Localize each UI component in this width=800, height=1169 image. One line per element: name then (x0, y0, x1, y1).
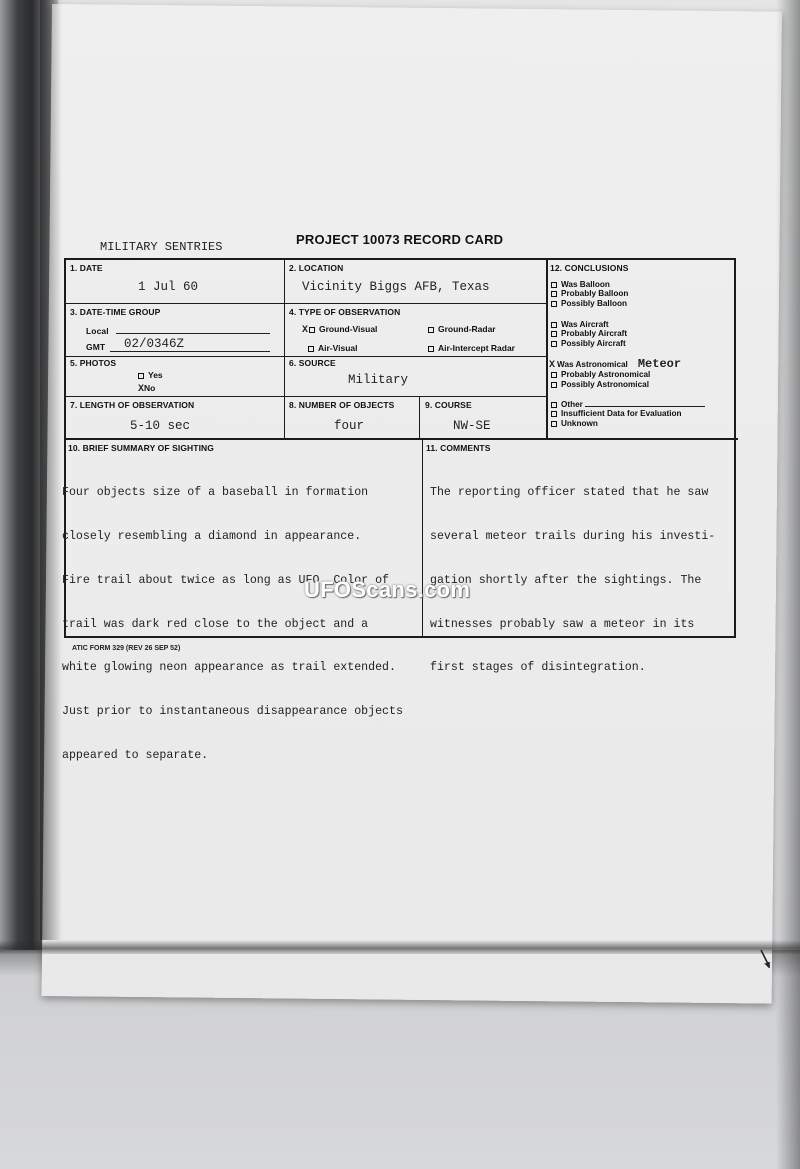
option-ground-visual (302, 324, 377, 336)
source-note: MILITARY SENTRIES (100, 240, 223, 254)
comments-line: gation shortly after the sightings. The (430, 573, 702, 587)
spine-shadow (40, 0, 62, 940)
check-mark: X (549, 360, 556, 371)
option-air-visual (308, 343, 358, 353)
summary-label: 10. BRIEF SUMMARY OF SIGHTING (68, 443, 214, 453)
conclusions-label: 12. CONCLUSIONS (550, 263, 629, 273)
option-label: No (144, 383, 156, 393)
check-mark: X (302, 325, 309, 336)
conclusion-option: Possibly Astronomical (561, 379, 649, 389)
checkbox-icon (308, 346, 314, 352)
option-label: Air-Intercept Radar (438, 343, 515, 353)
conclusion-group-balloon (551, 280, 628, 308)
comments-text (430, 457, 715, 705)
comments-line: first stages of disintegration. (430, 661, 646, 675)
option-label: Air-Visual (318, 343, 358, 353)
local-label: Local (86, 326, 109, 336)
source-value: Military (348, 373, 409, 387)
summary-line: trail was dark red close to the object and a (62, 617, 369, 631)
form-id: ATIC FORM 329 (REV 26 SEP 52) (72, 645, 181, 652)
option-air-intercept-radar (428, 343, 515, 353)
checkbox-icon (428, 327, 434, 333)
checkbox-icon (551, 402, 557, 408)
option-photos-yes (138, 370, 163, 380)
checkbox-icon (551, 322, 557, 328)
location-label: 2. LOCATION (289, 263, 344, 273)
check-mark: X (138, 384, 145, 395)
right-edge-shadow (776, 0, 800, 1169)
course-value: NW-SE (453, 419, 491, 433)
comments-line: witnesses probably saw a meteor in its (430, 617, 695, 631)
conclusion-option: Probably Astronomical (561, 370, 651, 380)
conclusion-group-aircraft (551, 320, 627, 348)
conclusion-option: Was Aircraft (561, 320, 609, 329)
summary-line: Four objects size of a baseball in formation (62, 486, 369, 500)
conclusion-option: Possibly Aircraft (561, 338, 626, 348)
checkbox-icon (551, 421, 557, 427)
conclusion-option: Was Astronomical (557, 360, 628, 369)
gmt-value: 02/0346Z (124, 337, 185, 351)
option-label: Ground-Radar (438, 324, 496, 334)
conclusion-option: Probably Aircraft (561, 329, 628, 339)
summary-line: closely resembling a diamond in appearance. (62, 529, 362, 543)
checkbox-icon (551, 382, 557, 388)
checkbox-icon (551, 301, 557, 307)
checkbox-icon (551, 282, 557, 288)
comments-label: 11. COMMENTS (426, 443, 491, 453)
checkbox-icon (309, 327, 315, 333)
number-of-objects-label: 8. NUMBER OF OBJECTS (289, 400, 395, 410)
conclusion-group-astronomical (549, 357, 682, 389)
summary-line: Just prior to instantaneous disappearance objects (62, 705, 403, 719)
conclusion-group-other (551, 400, 705, 428)
scratch-mark-icon (760, 948, 770, 968)
conclusion-option: Unknown (561, 418, 598, 428)
checkbox-icon (551, 411, 557, 417)
summary-text (62, 457, 403, 793)
date-value: 1 Jul 60 (138, 280, 199, 294)
date-time-group-label: 3. DATE-TIME GROUP (70, 307, 161, 317)
summary-line: Fire trail about twice as long as UFO. Color of (62, 573, 389, 587)
date-label: 1. DATE (70, 263, 103, 273)
option-photos-no (138, 383, 155, 395)
source-label: 6. SOURCE (289, 358, 336, 368)
option-label: Ground-Visual (319, 324, 378, 334)
course-label: 9. COURSE (425, 400, 472, 410)
conclusion-option: Insufficient Data for Evaluation (561, 409, 682, 419)
gmt-label: GMT (86, 342, 106, 352)
conclusion-option: Was Balloon (561, 280, 610, 289)
conclusion-option: Possibly Balloon (561, 298, 627, 308)
option-ground-radar (428, 324, 496, 334)
photos-label: 5. PHOTOS (70, 358, 117, 368)
summary-line: white glowing neon appearance as trail extended. (62, 661, 396, 675)
location-value: Vicinity Biggs AFB, Texas (302, 280, 490, 294)
card-title: PROJECT 10073 RECORD CARD (296, 232, 504, 247)
page-fold-shadow (0, 940, 800, 954)
length-of-observation-value: 5-10 sec (130, 419, 191, 433)
summary-line: appeared to separate. (62, 748, 209, 762)
checkbox-icon (551, 331, 557, 337)
conclusion-option: Probably Balloon (561, 289, 629, 299)
astronomical-note: Meteor (637, 357, 682, 371)
checkbox-icon (551, 341, 557, 347)
checkbox-icon (428, 346, 434, 352)
watermark: UFOScans.com (304, 577, 471, 602)
checkbox-icon (551, 291, 557, 297)
comments-line: The reporting officer stated that he saw (430, 486, 709, 500)
type-of-observation-label: 4. TYPE OF OBSERVATION (289, 307, 401, 317)
length-of-observation-label: 7. LENGTH OF OBSERVATION (70, 400, 195, 410)
number-of-objects-value: four (334, 419, 365, 433)
comments-line: several meteor trails during his investi- (430, 529, 716, 543)
checkbox-icon (551, 372, 557, 378)
checkbox-icon (138, 373, 144, 379)
option-label: Yes (148, 370, 163, 380)
conclusion-option: Other (561, 400, 583, 409)
